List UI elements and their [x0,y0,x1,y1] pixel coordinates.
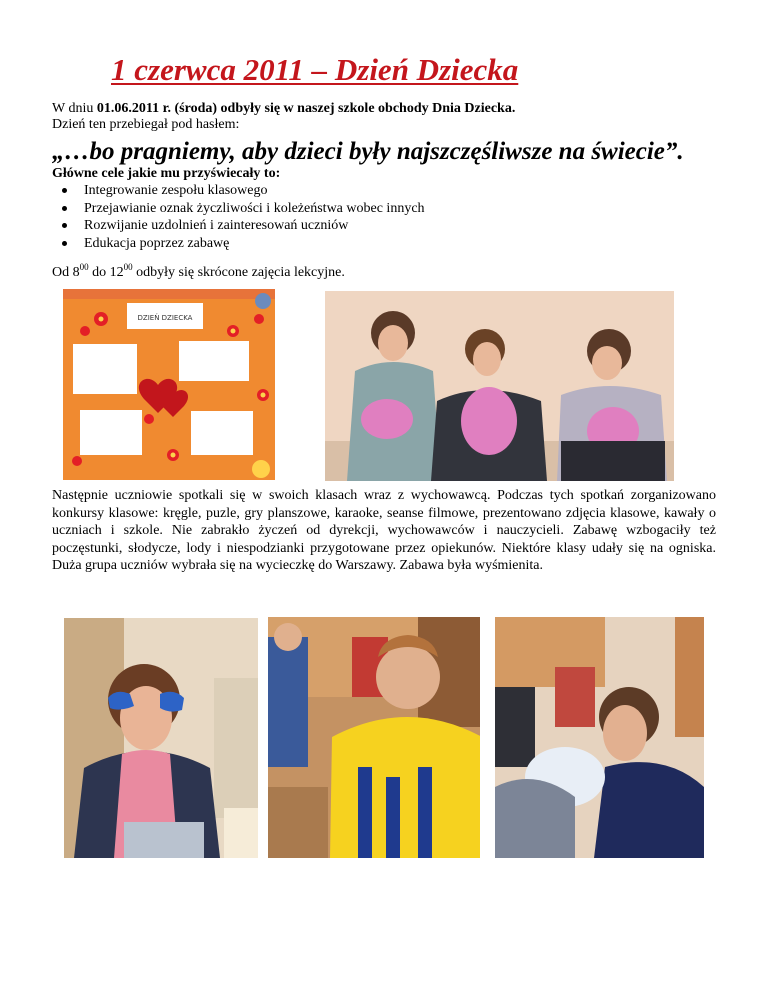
hours-line: Od $8^{00}$ do $12^{00}$ odbyły się skrócone zajęcia lekcyjne. [52,262,345,280]
photo-balloons [325,291,674,481]
bullet-icon [62,206,67,211]
intro-prefix: W dniu [52,101,97,116]
bullet-icon [62,241,67,246]
intro-date: 01.06.2011 r. (środa) odbyły się w naszej szkole obchody Dnia Dziecka. [96,101,516,116]
board-heading: DZIEŃ DZIECKA [137,314,193,322]
goal-item: Przejawianie oznak życzliwości i koleżeństwa wobec innych [52,200,425,218]
intro-line-1 [52,101,515,117]
photo-girl-glasses [64,618,258,858]
goal-item: Edukacja poprzez zabawę [52,235,425,253]
bullet-icon [62,223,67,228]
goals-heading: Główne cele jakie mu przyświecały to: [52,166,281,181]
photo-boy-yellow [268,617,480,858]
bullet-icon [62,188,67,193]
intro-line-2: Dzień ten przebiegał pod hasłem: [52,117,240,132]
goals-list [52,182,425,252]
goal-item: Integrowanie zespołu klasowego [52,182,425,200]
goal-item: Rozwijanie uzdolnień i zainteresowań uczniów [52,217,425,235]
body-paragraph: Następnie uczniowie spotkali się w swoich klasach wraz z wychowawcą. Podczas tych spotkań zorganizowano konkursy klasowe: kręgle, puzle, gry planszowe, karaoke, seanse filmowe, prezentowano zdjęcia klasowe, kawały o uczniach i szkole. Nie zabrakło życzeń od dyrekcji, wychowawców i nauczycieli. Zabawę wzbogaciły też poczęstunki, słodycze, lody i niespodzianki przygotowane przez opiekunów. Niektóre klasy udały się na ogniska. Duża grupa uczniów wybrała się na wycieczkę do Warszawy. Zabawa była wyśmienita. [52,488,716,573]
photo-board [63,289,275,480]
page-title: 1 czerwca 2011 – Dzień Dziecka [111,52,519,87]
photo-boy-balloon [495,617,704,858]
motto: „…bo pragniemy, aby dzieci były najszczęśliwsze na świecie”. [52,138,684,165]
